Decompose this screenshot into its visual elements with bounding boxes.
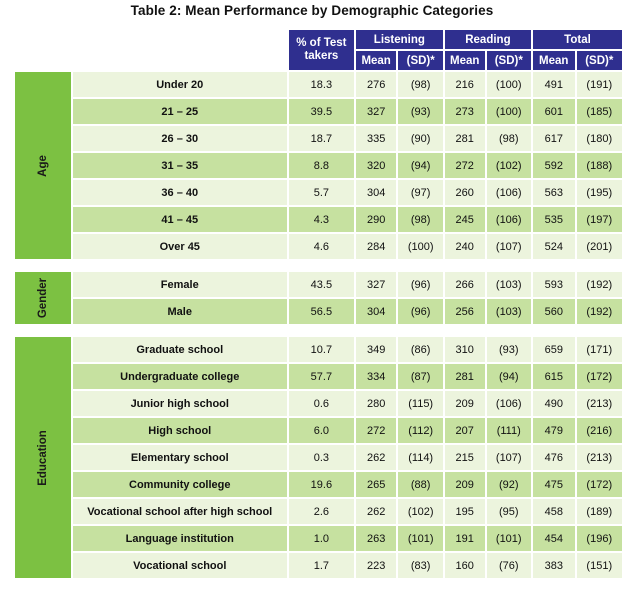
- listening-mean-cell: 263: [356, 526, 397, 551]
- total-mean-cell: 593: [533, 272, 575, 297]
- listening-mean-cell: 223: [356, 553, 397, 578]
- sub-header: (SD)*: [398, 51, 442, 70]
- table-row: [15, 234, 622, 259]
- group-label-gender: [15, 272, 71, 324]
- group-label-text: Education: [36, 429, 49, 486]
- listening-sd-cell: (87): [398, 364, 442, 389]
- listening-sd-cell: (88): [398, 472, 442, 497]
- group-label-age: [15, 72, 71, 259]
- listening-mean-cell: 276: [356, 72, 397, 97]
- reading-sd-cell: (100): [487, 72, 531, 97]
- table-row: [15, 99, 622, 124]
- listening-mean-cell: 335: [356, 126, 397, 151]
- reading-sd-cell: (106): [487, 391, 531, 416]
- category-cell: Junior high school: [73, 391, 287, 416]
- table-row: [15, 364, 622, 389]
- total-sd-cell: (216): [577, 418, 622, 443]
- total-sd-cell: (192): [577, 272, 622, 297]
- listening-mean-cell: 262: [356, 499, 397, 524]
- category-cell: Over 45: [73, 234, 287, 259]
- reading-mean-cell: 207: [445, 418, 485, 443]
- reading-mean-cell: 195: [445, 499, 485, 524]
- total-sd-cell: (191): [577, 72, 622, 97]
- total-sd-cell: (197): [577, 207, 622, 232]
- category-cell: Female: [73, 272, 287, 297]
- sub-header: (SD)*: [577, 51, 622, 70]
- total-mean-cell: 383: [533, 553, 575, 578]
- total-sd-cell: (213): [577, 445, 622, 470]
- reading-mean-cell: 209: [445, 391, 485, 416]
- listening-mean-cell: 265: [356, 472, 397, 497]
- reading-mean-cell: 272: [445, 153, 485, 178]
- group-label-text: Age: [36, 154, 49, 177]
- reading-mean-cell: 191: [445, 526, 485, 551]
- pct-cell: 18.3: [289, 72, 354, 97]
- category-cell: Undergraduate college: [73, 364, 287, 389]
- reading-sd-cell: (106): [487, 180, 531, 205]
- reading-mean-cell: 216: [445, 72, 485, 97]
- total-sd-cell: (201): [577, 234, 622, 259]
- listening-mean-cell: 320: [356, 153, 397, 178]
- total-mean-cell: 454: [533, 526, 575, 551]
- performance-table: [13, 28, 624, 580]
- reading-mean-cell: 260: [445, 180, 485, 205]
- reading-sd-cell: (103): [487, 272, 531, 297]
- total-sd-cell: (172): [577, 364, 622, 389]
- table-row: [15, 126, 622, 151]
- total-sd-cell: (213): [577, 391, 622, 416]
- pct-cell: 2.6: [289, 499, 354, 524]
- pct-cell: 6.0: [289, 418, 354, 443]
- listening-sd-cell: (97): [398, 180, 442, 205]
- pct-cell: 19.6: [289, 472, 354, 497]
- category-cell: Vocational school after high school: [73, 499, 287, 524]
- total-mean-cell: 592: [533, 153, 575, 178]
- category-cell: 21 – 25: [73, 99, 287, 124]
- listening-mean-cell: 290: [356, 207, 397, 232]
- pct-header: % of Test takers: [289, 30, 354, 70]
- table-row: [15, 207, 622, 232]
- reading-sd-cell: (76): [487, 553, 531, 578]
- reading-mean-cell: 160: [445, 553, 485, 578]
- listening-sd-cell: (93): [398, 99, 442, 124]
- reading-sd-cell: (98): [487, 126, 531, 151]
- total-mean-cell: 601: [533, 99, 575, 124]
- total-sd-cell: (180): [577, 126, 622, 151]
- reading-sd-cell: (94): [487, 364, 531, 389]
- reading-sd-cell: (95): [487, 499, 531, 524]
- group-label-text: Gender: [36, 277, 49, 319]
- total-sd-cell: (192): [577, 299, 622, 324]
- table-row: [15, 391, 622, 416]
- reading-sd-cell: (101): [487, 526, 531, 551]
- reading-sd-cell: (106): [487, 207, 531, 232]
- total-sd-cell: (171): [577, 337, 622, 362]
- listening-sd-cell: (86): [398, 337, 442, 362]
- pct-cell: 10.7: [289, 337, 354, 362]
- total-header: Total: [533, 30, 622, 49]
- total-mean-cell: 560: [533, 299, 575, 324]
- category-cell: Language institution: [73, 526, 287, 551]
- listening-mean-cell: 262: [356, 445, 397, 470]
- total-mean-cell: 615: [533, 364, 575, 389]
- table-row: [15, 153, 622, 178]
- table-row: [15, 499, 622, 524]
- sub-header: Mean: [356, 51, 397, 70]
- listening-sd-cell: (102): [398, 499, 442, 524]
- pct-cell: 4.3: [289, 207, 354, 232]
- reading-mean-cell: 215: [445, 445, 485, 470]
- category-cell: Elementary school: [73, 445, 287, 470]
- pct-cell: 1.0: [289, 526, 354, 551]
- pct-cell: 43.5: [289, 272, 354, 297]
- table-row: [15, 418, 622, 443]
- reading-sd-cell: (100): [487, 99, 531, 124]
- listening-mean-cell: 327: [356, 272, 397, 297]
- category-cell: Male: [73, 299, 287, 324]
- listening-sd-cell: (96): [398, 272, 442, 297]
- category-cell: Under 20: [73, 72, 287, 97]
- listening-sd-cell: (98): [398, 72, 442, 97]
- category-cell: Vocational school: [73, 553, 287, 578]
- total-sd-cell: (185): [577, 99, 622, 124]
- listening-mean-cell: 304: [356, 299, 397, 324]
- total-sd-cell: (196): [577, 526, 622, 551]
- category-cell: 36 – 40: [73, 180, 287, 205]
- total-mean-cell: 458: [533, 499, 575, 524]
- total-sd-cell: (172): [577, 472, 622, 497]
- reading-sd-cell: (102): [487, 153, 531, 178]
- reading-mean-cell: 281: [445, 364, 485, 389]
- listening-sd-cell: (90): [398, 126, 442, 151]
- total-mean-cell: 617: [533, 126, 575, 151]
- pct-cell: 0.6: [289, 391, 354, 416]
- table-row: [15, 445, 622, 470]
- reading-mean-cell: 245: [445, 207, 485, 232]
- sub-header: Mean: [533, 51, 575, 70]
- listening-mean-cell: 280: [356, 391, 397, 416]
- listening-mean-cell: 334: [356, 364, 397, 389]
- reading-mean-cell: 281: [445, 126, 485, 151]
- listening-sd-cell: (114): [398, 445, 442, 470]
- reading-sd-cell: (93): [487, 337, 531, 362]
- listening-sd-cell: (115): [398, 391, 442, 416]
- listening-sd-cell: (112): [398, 418, 442, 443]
- category-cell: High school: [73, 418, 287, 443]
- category-cell: Graduate school: [73, 337, 287, 362]
- listening-sd-cell: (83): [398, 553, 442, 578]
- listening-mean-cell: 304: [356, 180, 397, 205]
- listening-sd-cell: (96): [398, 299, 442, 324]
- reading-mean-cell: 256: [445, 299, 485, 324]
- table-row: [15, 526, 622, 551]
- category-cell: Community college: [73, 472, 287, 497]
- pct-cell: 56.5: [289, 299, 354, 324]
- group-label-education: [15, 337, 71, 578]
- pct-cell: 18.7: [289, 126, 354, 151]
- total-sd-cell: (195): [577, 180, 622, 205]
- pct-cell: 4.6: [289, 234, 354, 259]
- reading-sd-cell: (107): [487, 234, 531, 259]
- table-row: [15, 72, 622, 97]
- listening-mean-cell: 272: [356, 418, 397, 443]
- total-sd-cell: (189): [577, 499, 622, 524]
- total-sd-cell: (151): [577, 553, 622, 578]
- total-mean-cell: 491: [533, 72, 575, 97]
- total-sd-cell: (188): [577, 153, 622, 178]
- sub-header: Mean: [445, 51, 485, 70]
- pct-cell: 0.3: [289, 445, 354, 470]
- listening-mean-cell: 327: [356, 99, 397, 124]
- total-mean-cell: 524: [533, 234, 575, 259]
- reading-sd-cell: (92): [487, 472, 531, 497]
- listening-mean-cell: 349: [356, 337, 397, 362]
- category-cell: 41 – 45: [73, 207, 287, 232]
- total-mean-cell: 535: [533, 207, 575, 232]
- category-cell: 31 – 35: [73, 153, 287, 178]
- reading-mean-cell: 273: [445, 99, 485, 124]
- total-mean-cell: 475: [533, 472, 575, 497]
- total-mean-cell: 659: [533, 337, 575, 362]
- table-row: [15, 472, 622, 497]
- pct-cell: 57.7: [289, 364, 354, 389]
- reading-mean-cell: 240: [445, 234, 485, 259]
- table-row: [15, 553, 622, 578]
- reading-mean-cell: 209: [445, 472, 485, 497]
- pct-cell: 1.7: [289, 553, 354, 578]
- listening-sd-cell: (101): [398, 526, 442, 551]
- table-title: Table 2: Mean Performance by Demographic Categories: [130, 3, 494, 18]
- sub-header: (SD)*: [487, 51, 531, 70]
- listening-sd-cell: (98): [398, 207, 442, 232]
- listening-header: Listening: [356, 30, 443, 49]
- reading-mean-cell: 310: [445, 337, 485, 362]
- reading-header: Reading: [445, 30, 531, 49]
- listening-sd-cell: (94): [398, 153, 442, 178]
- listening-sd-cell: (100): [398, 234, 442, 259]
- total-mean-cell: 490: [533, 391, 575, 416]
- table-row: [15, 337, 622, 362]
- pct-cell: 8.8: [289, 153, 354, 178]
- reading-sd-cell: (107): [487, 445, 531, 470]
- reading-mean-cell: 266: [445, 272, 485, 297]
- total-mean-cell: 563: [533, 180, 575, 205]
- pct-cell: 39.5: [289, 99, 354, 124]
- table-row: [15, 180, 622, 205]
- reading-sd-cell: (103): [487, 299, 531, 324]
- table-row: [15, 272, 622, 297]
- category-cell: 26 – 30: [73, 126, 287, 151]
- total-mean-cell: 476: [533, 445, 575, 470]
- reading-sd-cell: (111): [487, 418, 531, 443]
- table-row: [15, 299, 622, 324]
- listening-mean-cell: 284: [356, 234, 397, 259]
- pct-cell: 5.7: [289, 180, 354, 205]
- total-mean-cell: 479: [533, 418, 575, 443]
